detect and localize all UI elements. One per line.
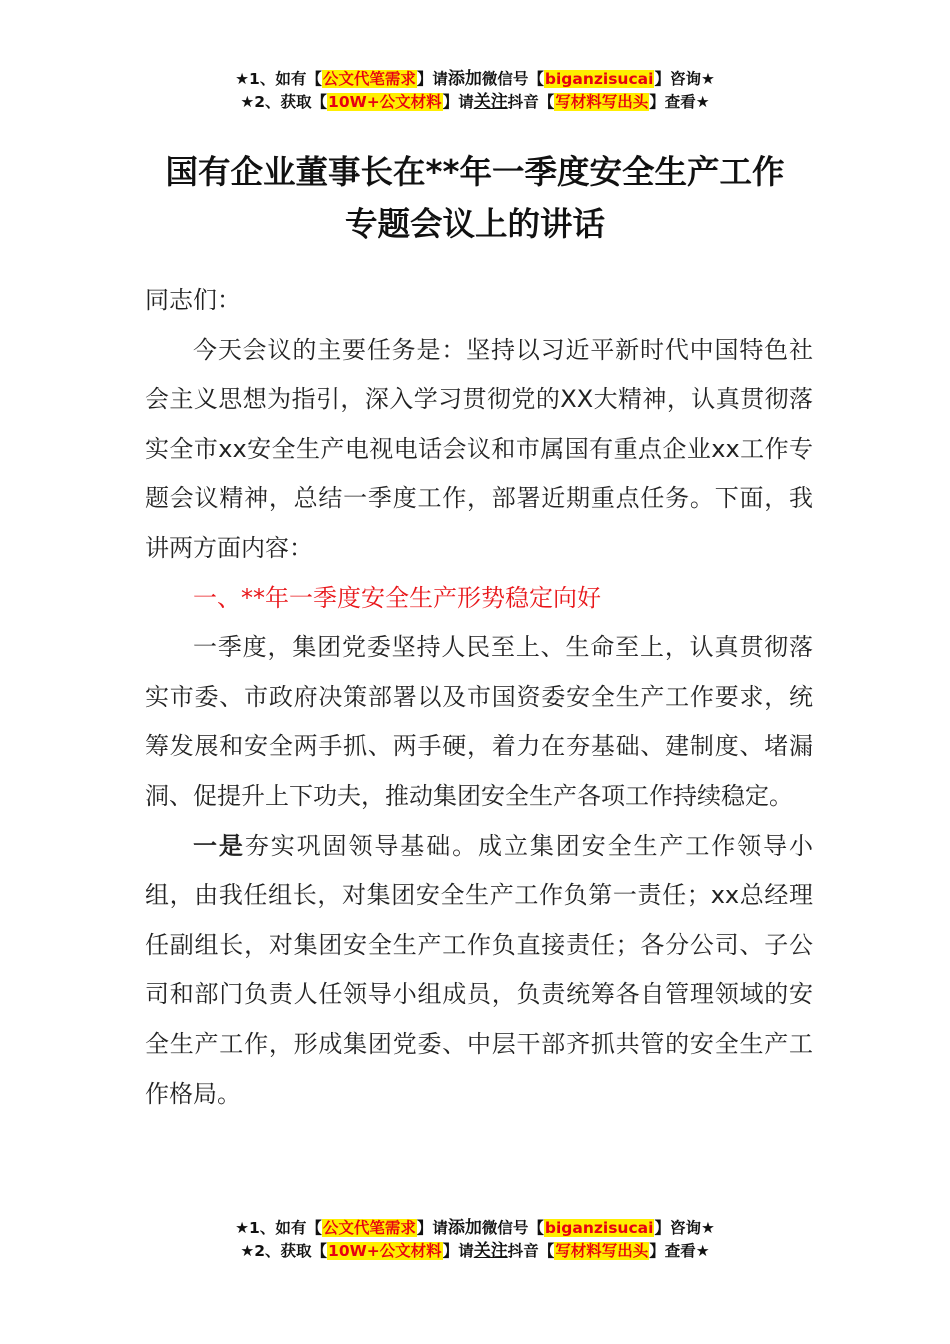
banner-text: 2、获取【 xyxy=(254,1242,328,1260)
banner-text: 微信号【 xyxy=(481,70,544,88)
banner-text: 】请 xyxy=(442,1242,474,1260)
highlight-tag: biganzisucai xyxy=(544,1219,654,1237)
highlight-tag: 公文代笔需求 xyxy=(322,70,416,88)
title-line-2: 专题会议上的讲话 xyxy=(344,205,605,243)
document-body xyxy=(145,276,813,1119)
title-line-1: 国有企业董事长在**年一季度安全生产工作 xyxy=(165,153,785,191)
banner-text: 】请 xyxy=(416,70,448,88)
point-body: 夯实巩固领导基础。成立集团安全生产工作领导小组，由我任组长，对集团安全生产工作负第一责任；xx总经理任副组长，对集团安全生产工作负直接责任；各分公司、子公司和部门负责人任领导小组成员，负责统筹各自管理领域的安全生产工作，形成集团党委、中层干部齐抓共管的安全生产工作格局。 xyxy=(145,831,814,1108)
star-icon: ★ xyxy=(240,93,255,111)
banner-text: 1、如有【 xyxy=(249,70,322,88)
banner-text: 】咨询 xyxy=(654,1219,701,1237)
banner-line-1 xyxy=(0,68,950,91)
banner-text: 】咨询 xyxy=(654,70,701,88)
banner-text: 】请 xyxy=(416,1219,448,1237)
star-icon: ★ xyxy=(695,1242,710,1260)
highlight-tag: 10W+公文材料 xyxy=(328,93,442,111)
highlight-tag: 公文代笔需求 xyxy=(322,1219,416,1237)
star-icon: ★ xyxy=(235,70,250,88)
banner-text: 1、如有【 xyxy=(249,1219,322,1237)
header-banner xyxy=(0,68,950,114)
intro-paragraph: 今天会议的主要任务是：坚持以习近平新时代中国特色社会主义思想为指引，深入学习贯彻党的XX大精神，认真贯彻落实全市xx安全生产电视电话会议和市属国有重点企业xx工作专题会议精神，总结一季度工作，部署近期重点任务。下面，我讲两方面内容： xyxy=(145,335,813,562)
highlight-tag: 写材料写出头 xyxy=(555,93,649,111)
banner-emphasis: 关注 xyxy=(473,1241,508,1261)
section-paragraph: 一季度，集团党委坚持人民至上、生命至上，认真贯彻落实市委、市政府决策部署以及市国资委安全生产工作要求，统筹发展和安全两手抓、两手硬，着力在夯基础、建制度、堵漏洞、促提升上下功夫，推动集团安全生产各项工作持续稳定。 xyxy=(145,633,813,810)
banner-emphasis: 添加 xyxy=(447,1218,482,1238)
banner-text: 2、获取【 xyxy=(254,93,328,111)
banner-text: 】请 xyxy=(442,93,474,111)
banner-text: 】查看 xyxy=(649,93,696,111)
point-paragraph xyxy=(145,822,813,1120)
banner-emphasis: 关注 xyxy=(473,92,508,112)
star-icon: ★ xyxy=(695,93,710,111)
banner-line-2 xyxy=(0,91,950,114)
footer-banner xyxy=(0,1217,950,1263)
star-icon: ★ xyxy=(700,1219,715,1237)
section-heading: 一、**年一季度安全生产形势稳定向好 xyxy=(193,583,601,612)
banner-text: 微信号【 xyxy=(481,1219,544,1237)
banner-line-2 xyxy=(0,1240,950,1263)
highlight-tag: 写材料写出头 xyxy=(555,1242,649,1260)
highlight-tag: biganzisucai xyxy=(544,70,654,88)
document-title xyxy=(0,146,950,250)
point-lead: 一是 xyxy=(193,831,245,860)
star-icon: ★ xyxy=(700,70,715,88)
banner-line-1 xyxy=(0,1217,950,1240)
highlight-tag: 10W+公文材料 xyxy=(328,1242,442,1260)
banner-text: 】查看 xyxy=(649,1242,696,1260)
salutation: 同志们： xyxy=(145,286,241,314)
banner-text: 抖音【 xyxy=(507,93,555,111)
banner-text: 抖音【 xyxy=(507,1242,555,1260)
star-icon: ★ xyxy=(235,1219,250,1237)
star-icon: ★ xyxy=(240,1242,255,1260)
banner-emphasis: 添加 xyxy=(447,69,482,89)
